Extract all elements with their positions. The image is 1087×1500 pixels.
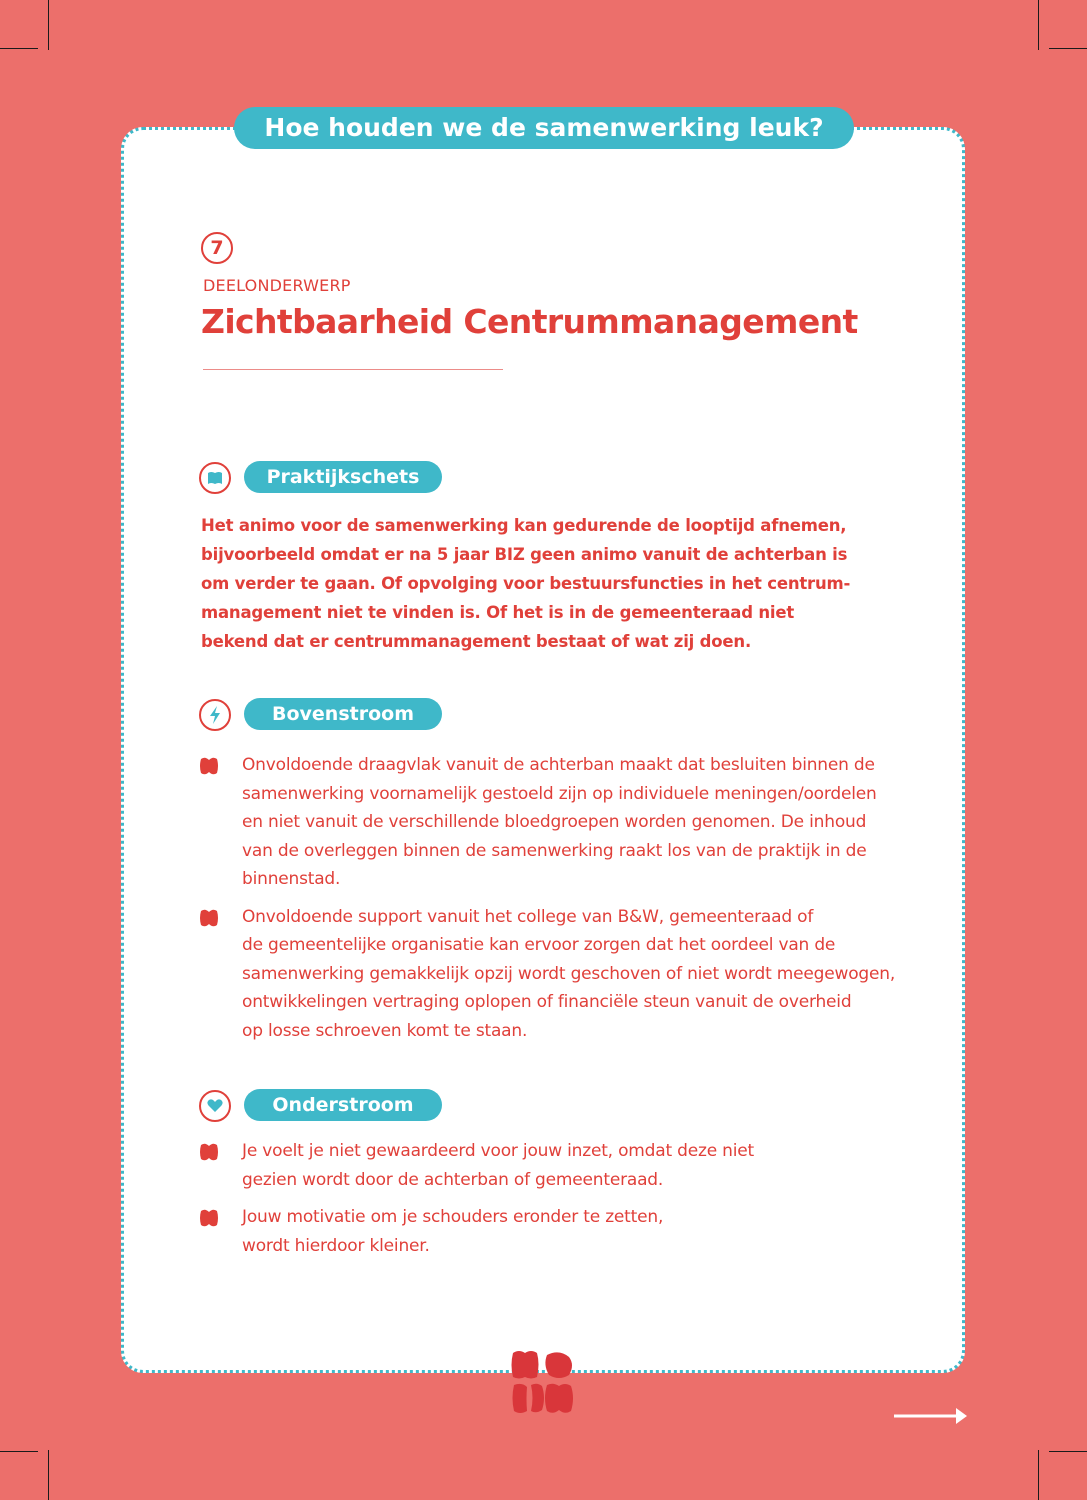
praktijkschets-text [201,511,891,656]
section-label-praktijkschets: Praktijkschets [244,461,442,493]
text-line: en niet vanuit de verschillende bloedgroepen worden genomen. De inhoud [242,812,867,832]
text-line: Je voelt je niet gewaardeerd voor jouw inzet, omdat deze niet [242,1141,754,1161]
text-line: wordt hierdoor kleiner. [242,1235,430,1256]
section-label-bovenstroom: Bovenstroom [244,698,442,730]
text-line: Jouw motivatie om je schouders eronder te zetten, [242,1207,664,1227]
arrow-right-icon[interactable] [892,1405,970,1427]
title-divider [203,369,503,370]
list-item [200,1203,930,1260]
section-label-onderstroom: Onderstroom [244,1089,442,1121]
text-line: binnenstad. [242,869,341,889]
crop-mark [1049,48,1087,49]
crop-mark [48,0,49,50]
topic-eyebrow: DEELONDERWERP [203,276,351,295]
page-title: Zichtbaarheid Centrummanagement [201,302,858,341]
text-line: de gemeentelijke organisatie kan ervoor zorgen dat het oordeel van de [242,935,836,955]
text-line: van de overleggen binnen de samenwerking raakt los van de praktijk in de [242,840,867,861]
list-item [200,751,930,894]
text-line: bekend dat er centrummanagement bestaat of wat zij doen. [201,632,752,651]
crop-mark [1049,1451,1087,1452]
text-line: op losse schroeven komt te staan. [242,1020,528,1041]
bovenstroom-list [200,751,930,1054]
heart-icon [199,1090,231,1122]
text-line: Onvoldoende draagvlak vanuit de achterban maakt dat besluiten binnen de [242,755,875,775]
text-line: samenwerking gemakkelijk opzij wordt geschoven of niet wordt meegewogen, [242,963,896,984]
crop-mark [0,48,38,49]
list-item [200,1137,930,1194]
section-banner: Hoe houden we de samenwerking leuk? [234,107,854,149]
brand-logo [511,1349,577,1415]
text-line: management niet te vinden is. Of het is in de gemeenteraad niet [201,603,795,622]
crop-mark [0,1451,38,1452]
bullet-icon [200,757,218,775]
bullet-icon [200,909,218,927]
book-icon [199,462,231,494]
text-line: Onvoldoende support vanuit het college van B&W, gemeenteraad of [242,906,814,927]
bullet-icon [200,1209,218,1227]
text-line: gezien wordt door de achterban of gemeenteraad. [242,1169,664,1190]
text-line: om verder te gaan. Of opvolging voor bestuursfuncties in het centrum- [201,574,851,593]
list-item [200,903,930,1046]
crop-mark [1038,0,1039,50]
text-line: samenwerking voornamelijk gestoeld zijn op individuele meningen/oordelen [242,783,877,804]
text-line: ontwikkelingen vertraging oplopen of financiële steun vanuit de overheid [242,992,852,1012]
crop-mark [48,1450,49,1500]
text-line: bijvoorbeeld omdat er na 5 jaar BIZ geen animo vanuit de achterban is [201,545,848,564]
crop-mark [1038,1450,1039,1500]
bullet-icon [200,1143,218,1161]
lightning-icon [199,699,231,731]
onderstroom-list [200,1137,930,1269]
topic-number: 7 [201,232,233,264]
text-line: Het animo voor de samenwerking kan gedurende de looptijd afnemen, [201,516,847,535]
